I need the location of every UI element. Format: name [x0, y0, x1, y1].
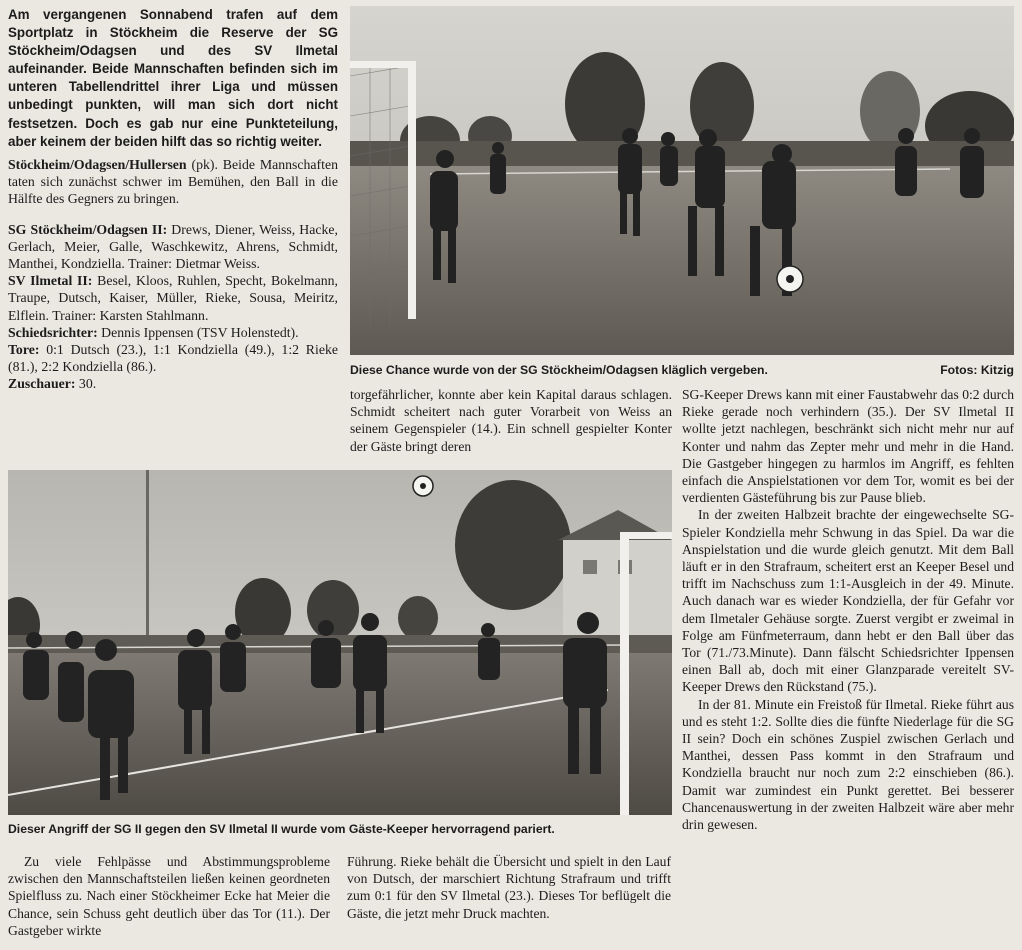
goals-line [8, 341, 338, 375]
right-paragraph-1: SG-Keeper Drews kann mit einer Faustabwehr das 0:2 durch Rieke gerade noch verhindern (35.). Der SV Ilmetal II wollte jetzt nachlegen, beschränkt sich nicht mehr nur auf Konter und nahm das Zepter mehr und mehr in die Hand. Die Gastgeber hingegen zu harmlos im Angriff, es fehlten einfach die Anspielstationen vor dem Tor, womit es bei der verdienten Gästeführung bis zur Pause blieb. [682, 387, 1014, 506]
match-info [8, 156, 338, 393]
intro-paragraph [8, 156, 338, 208]
referee-line [8, 324, 338, 341]
spectators-label: Zuschauer: [8, 376, 76, 392]
spectators-line [8, 375, 338, 392]
goals-text: 0:1 Dutsch (23.), 1:1 Kondziella (49.), 1:2 Rieke (81.), 2:2 Kondziella (86.). [8, 342, 338, 375]
away-lineup-label: SV Ilmetal II: [8, 273, 93, 289]
home-lineup-text: Drews, Diener, Weiss, Hacke, Gerlach, Meier, Galle, Waschkewitz, Ahrens, Schmidt, Manthei, Kondziella. Trainer: Dietmar Weiss. [8, 221, 338, 272]
away-lineup [8, 272, 338, 324]
photo-top-caption: Diese Chance wurde von der SG Stöckheim/Odagsen kläglich vergeben. [350, 363, 768, 377]
referee-text: Dennis Ippensen (TSV Holenstedt). [97, 324, 299, 340]
article-column-bottom-mid: Führung. Rieke behält die Übersicht und spielt in den Lauf von Dutsch, der marschiert Richtung Strafraum und trifft zum 0:1 für den SV Ilmetal (23.). Dieses Tor beflügelt die Gäste, die jetzt mehr Druck machten. [347, 854, 671, 921]
dateline: Stöckheim/Odagsen/Hullersen [8, 157, 187, 172]
article-lead: Am vergangenen Sonnabend trafen auf dem Sportplatz in Stöckheim die Reserve der SG Stöckheim/Odagsen und des SV Ilmetal aufeinander. Beide Mannschaften befinden sich im unteren Tabellendrittel ihrer Liga und müssen unbedingt punkten, will man sich dort nicht festsetzen. Doch es gab nur eine Punkteteilung, aber keinem der beiden hilft das so richtig weiter. [8, 7, 338, 149]
article-column-right [682, 386, 1014, 833]
referee-label: Schiedsrichter: [8, 324, 98, 340]
article-column-bottom-left: Zu viele Fehlpässe und Abstimmungsprobleme zwischen den Mannschaftsteilen ließen keinen geordneten Spielfluss zu. Nach einer Stöckheimer Ecke hat Meier die Chance, sein Schuss geht deutlich über das Tor (11.). Der Gastgeber wirkte [8, 854, 330, 938]
photo-bottom-caption: Dieser Angriff der SG II gegen den SV Ilmetal II wurde vom Gäste-Keeper hervorragend pariert. [8, 822, 555, 836]
right-paragraph-2: In der zweiten Halbzeit brachte der eingewechselte SG-Spieler Kondziella mehr Schwung in das Spiel. Da war die Anspielstation und die wurde gleich genutzt. Mit dem Ball läuft er in den Strafraum, scheitert erst an Keeper Besel und trifft im Nachschuss zum 1:1-Ausgleich in der 49. Minute. Auch danach war es wieder Kondziella, der für Gefahr vor dem Ilmetaler Gehäuse sorgte. Zuerst vergibt er zweimal in Folge am Fünfmeterraum, dann hebt er den Ball über das Tor (71./73.Minute). Dann fälscht Schiedsrichter Ippensen einen Ball ab, doch mit einer Glanzparade vereitelt SV-Keeper Drews den Rückstand (75.). [682, 507, 1014, 695]
away-lineup-text: Besel, Kloos, Ruhlen, Specht, Bokelmann, Traupe, Dutsch, Kaiser, Müller, Rieke, Sousa, Meiritz, Elflein. Trainer: Karsten Stahlmann. [8, 273, 339, 323]
intro-text: (pk). Beide Mannschaften taten sich zunächst schwer im Bemühen, den Ball in die Hälfte des Gegners zu bringen. [8, 157, 338, 207]
goals-label: Tore: [8, 342, 40, 358]
home-lineup-label: SG Stöckheim/Odagsen II: [8, 221, 168, 237]
home-lineup [8, 221, 338, 273]
photo-bottom [8, 470, 672, 815]
photo-top [350, 6, 1014, 355]
photo-credit: Fotos: Kitzig [940, 363, 1014, 377]
photo-top-image [350, 6, 1014, 355]
right-paragraph-3: In der 81. Minute ein Freistoß für Ilmetal. Rieke führt aus und es steht 1:2. Sollte dies die fünfte Niederlage für die SG II sein? Doch ein schönes Zuspiel zwischen Gerlach und Manthei, dessen Pass kommt in den Strafraum und Kondziella braucht nur noch zum 2:2 einschieben (86.). Damit war zumindest ein Punkt gerettet. Bei besserer Chancenauswertung in der zweiten Halbzeit wäre aber mehr drin gewesen. [682, 696, 1014, 833]
article-column-mid-top: torgefährlicher, konnte aber kein Kapital daraus schlagen. Schmidt scheitert nach guter Vorarbeit von Weiss an seinem Gegenspieler (14.). Ein schnell gespielter Konter der Gäste bringt deren [350, 387, 672, 454]
photo-bottom-image [8, 470, 672, 815]
spectators-text: 30. [75, 376, 97, 392]
